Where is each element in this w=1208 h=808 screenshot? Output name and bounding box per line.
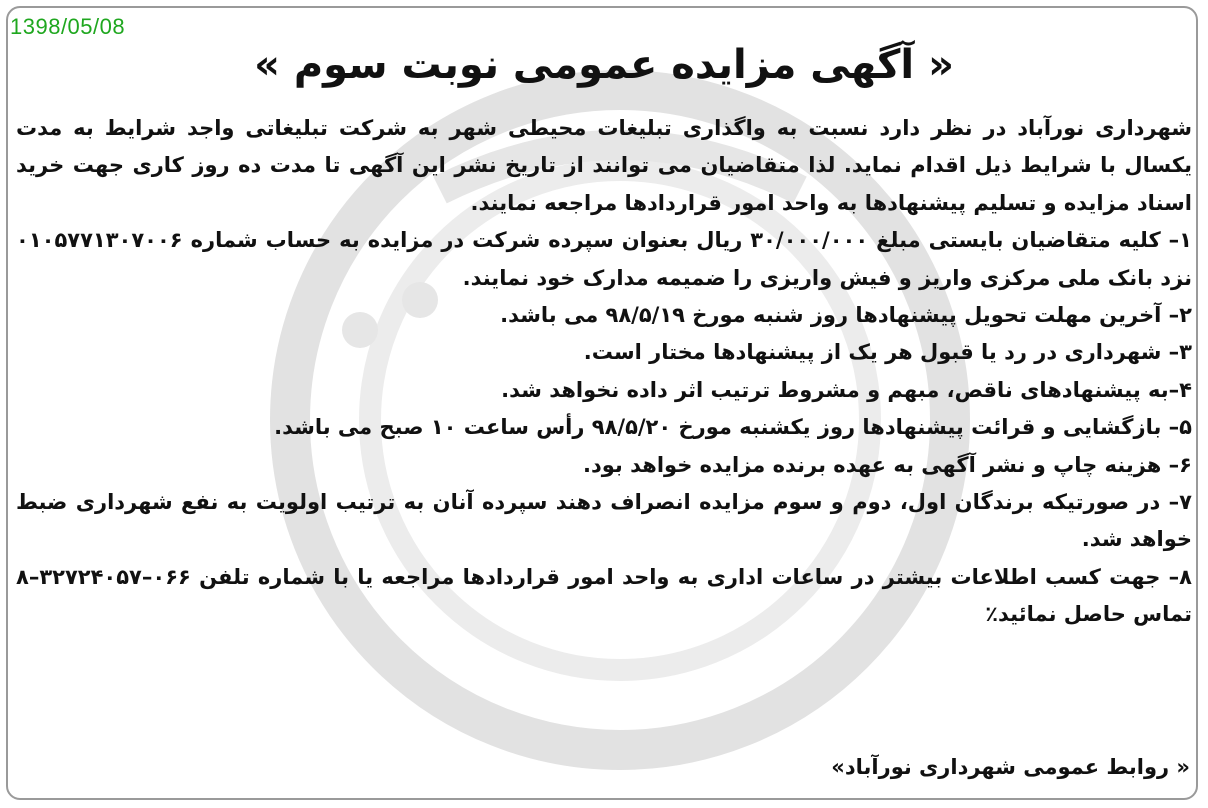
publish-date: 1398/05/08 bbox=[10, 14, 126, 39]
condition-item-7: ۷– در صورتیکه برندگان اول، دوم و سوم مزایده انصراف دهند سپرده آنان به ترتیب اولویت به نفع شهرداری ضبط خواهد شد. bbox=[16, 490, 1192, 552]
condition-item-6: ۶– هزینه چاپ و نشر آگهی به عهده برنده مزایده خواهد بود. bbox=[583, 452, 1192, 477]
ad-body bbox=[16, 110, 1192, 634]
condition-item-4: ۴–به پیشنهادهای ناقص، مبهم و مشروط ترتیب اثر داده نخواهد شد. bbox=[501, 377, 1192, 402]
condition-item-3: ۳– شهرداری در رد یا قبول هر یک از پیشنهادها مختار است. bbox=[583, 340, 1192, 365]
condition-item-2: ۲– آخرین مهلت تحویل پیشنهادها روز شنبه مورخ ۹۸/۵/۱۹ می باشد. bbox=[500, 303, 1192, 328]
intro-paragraph: شهرداری نورآباد در نظر دارد نسبت به واگذاری تبلیغات محیطی شهر به شرکت تبلیغاتی واجد شرایط به مدت یکسال با شرایط ذیل اقدام نماید. لذا متقاضیان می توانند از تاریخ نشر این آگهی تا مدت ده روز کاری جهت خرید اسناد مزایده و تسلیم پیشنهادها به واحد امور قراردادها مراجعه نمایند. bbox=[16, 116, 1192, 215]
condition-item-5: ۵– بازگشایی و قرائت پیشنهادها روز یکشنبه مورخ ۹۸/۵/۲۰ رأس ساعت ۱۰ صبح می باشد. bbox=[274, 415, 1192, 440]
condition-item-8: ۸– جهت کسب اطلاعات بیشتر در ساعات اداری به واحد امور قراردادها مراجعه یا با شماره تلفن ۰۶۶–۳۲۷۲۴۰۵۷–۸ تماس حاصل نمائید٪ bbox=[16, 564, 1192, 627]
ad-title: « آگهی مزایده عمومی نوبت سوم » bbox=[254, 42, 954, 88]
signature: « روابط عمومی شهرداری نورآباد» bbox=[831, 755, 1190, 779]
condition-item-1: ۱– کلیه متقاضیان بایستی مبلغ ۳۰/۰۰۰/۰۰۰ ریال بعنوان سپرده شرکت در مزایده به حساب شماره ۰۱۰۵۷۷۱۳۰۷۰۰۶ نزد بانک ملی مرکزی واریز و فیش واریزی را ضمیمه مدارک خود نمایند. bbox=[16, 228, 1192, 290]
